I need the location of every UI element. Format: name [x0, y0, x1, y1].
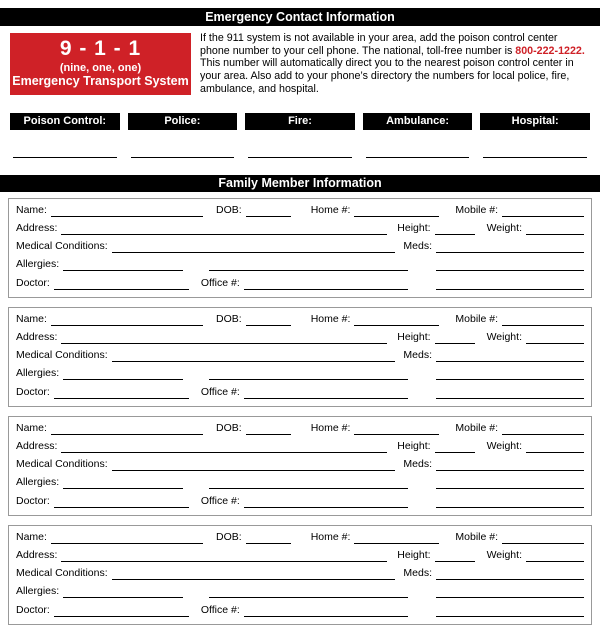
member-row-name [16, 422, 584, 435]
name-label: Name: [16, 421, 47, 434]
name-label: Name: [16, 530, 47, 543]
medical-conditions-label: Medical Conditions: [16, 567, 108, 580]
member-row-medical [16, 567, 584, 580]
section-title: Family Member Information [218, 175, 382, 190]
member-row-name [16, 531, 584, 544]
address-label: Address: [16, 330, 58, 343]
member-row-medical [16, 349, 584, 362]
height-field-line [435, 332, 475, 344]
address-field-line [61, 223, 387, 235]
home-phone-field-line [354, 205, 439, 217]
weight-field-line [526, 550, 584, 562]
dob-field-line [246, 532, 291, 544]
contact-col-ambulance [363, 113, 473, 158]
contact-col-poison-control [10, 113, 120, 158]
meds-label: Meds: [403, 240, 432, 253]
name-field-line [51, 205, 203, 217]
family-member-block [8, 525, 592, 625]
meds-field-line [436, 350, 584, 362]
office-phone-field-line [244, 387, 408, 399]
name-label: Name: [16, 203, 47, 216]
address-label: Address: [16, 439, 58, 452]
medical-conditions-label: Medical Conditions: [16, 349, 108, 362]
medical-conditions-field-line [112, 459, 396, 471]
member-row-medical [16, 458, 584, 471]
home-phone-field-line [354, 314, 439, 326]
mobile-phone-label: Mobile #: [455, 203, 498, 216]
intro-paragraph [200, 32, 590, 96]
name-field-line [51, 314, 203, 326]
doctor-field-line [54, 605, 189, 617]
medical-conditions-field-line [112, 241, 396, 253]
height-label: Height: [397, 439, 431, 452]
meds-continuation-line [436, 605, 584, 617]
member-row-doctor [16, 495, 584, 508]
ambulance-blank-line [366, 157, 470, 158]
meds-label: Meds: [403, 349, 432, 362]
mobile-phone-label: Mobile #: [455, 312, 498, 325]
allergies-continuation-line [209, 586, 408, 598]
emergency-contacts-row [10, 113, 590, 158]
office-phone-label: Office #: [200, 494, 240, 507]
office-phone-label: Office #: [200, 385, 240, 398]
office-phone-field-line [244, 605, 408, 617]
member-row-address [16, 440, 584, 453]
weight-label: Weight: [486, 221, 522, 234]
allergies-field-line [63, 586, 183, 598]
contact-col-fire [245, 113, 355, 158]
medical-conditions-label: Medical Conditions: [16, 240, 108, 253]
allergies-field-line [63, 477, 183, 489]
office-phone-field-line [244, 278, 408, 290]
fire-blank-line [248, 157, 352, 158]
member-row-address [16, 331, 584, 344]
member-row-doctor [16, 277, 584, 290]
mobile-phone-field-line [502, 532, 584, 544]
meds-continuation-line [436, 586, 584, 598]
hospital-blank-line [483, 157, 587, 158]
dob-field-line [246, 205, 291, 217]
home-phone-label: Home #: [310, 203, 351, 216]
allergies-label: Allergies: [16, 476, 60, 489]
meds-field-line [436, 568, 584, 580]
911-number: 9 - 1 - 1 [59, 37, 142, 60]
intro-text-before: If the 911 system is not available in your area, add the poison control center phone number to your cell phone. The national, toll-free number is [200, 32, 558, 57]
dob-label: DOB: [216, 312, 242, 325]
home-phone-field-line [354, 532, 439, 544]
member-row-doctor [16, 604, 584, 617]
office-phone-field-line [244, 496, 408, 508]
hospital-label: Hospital: [480, 113, 590, 130]
member-row-doctor [16, 386, 584, 399]
member-row-allergies [16, 476, 584, 489]
meds-field-line [436, 459, 584, 471]
office-phone-label: Office #: [200, 603, 240, 616]
member-row-medical [16, 240, 584, 253]
address-field-line [61, 332, 387, 344]
allergies-label: Allergies: [16, 367, 60, 380]
contact-col-hospital [480, 113, 590, 158]
weight-label: Weight: [486, 330, 522, 343]
dob-field-line [246, 314, 291, 326]
911-banner [10, 33, 191, 95]
911-system-name: Emergency Transport System [12, 74, 189, 88]
home-phone-label: Home #: [310, 530, 351, 543]
weight-field-line [526, 223, 584, 235]
address-field-line [61, 550, 387, 562]
section-title: Emergency Contact Information [205, 10, 395, 24]
member-row-allergies [16, 258, 584, 271]
dob-label: DOB: [216, 530, 242, 543]
doctor-field-line [54, 387, 189, 399]
weight-label: Weight: [486, 439, 522, 452]
medical-conditions-field-line [112, 568, 396, 580]
height-label: Height: [397, 221, 431, 234]
meds-label: Meds: [403, 458, 432, 471]
intro-text-after: This number will automatically direct you to the nearest poison control center in your area. Also add to your phone’s directory the numbers for local police, fire, ambulance, and hospital. [200, 57, 574, 95]
home-phone-field-line [354, 423, 439, 435]
member-row-address [16, 222, 584, 235]
mobile-phone-label: Mobile #: [455, 421, 498, 434]
allergies-continuation-line [209, 259, 408, 271]
height-label: Height: [397, 548, 431, 561]
allergies-label: Allergies: [16, 258, 60, 271]
doctor-field-line [54, 278, 189, 290]
weight-label: Weight: [486, 548, 522, 561]
dob-label: DOB: [216, 421, 242, 434]
member-row-name [16, 313, 584, 326]
doctor-field-line [54, 496, 189, 508]
fire-label: Fire: [245, 113, 355, 130]
mobile-phone-label: Mobile #: [455, 530, 498, 543]
police-label: Police: [128, 113, 238, 130]
meds-field-line [436, 241, 584, 253]
allergies-continuation-line [209, 477, 408, 489]
address-label: Address: [16, 221, 58, 234]
doctor-label: Doctor: [16, 603, 50, 616]
family-member-block [8, 307, 592, 407]
name-field-line [51, 423, 203, 435]
meds-continuation-line [436, 278, 584, 290]
height-field-line [435, 441, 475, 453]
member-row-allergies [16, 367, 584, 380]
address-field-line [61, 441, 387, 453]
address-label: Address: [16, 548, 58, 561]
police-blank-line [131, 157, 235, 158]
poison-control-phone-number: 800-222-1222. [515, 44, 585, 57]
contact-col-police [128, 113, 238, 158]
dob-field-line [246, 423, 291, 435]
doctor-label: Doctor: [16, 494, 50, 507]
home-phone-label: Home #: [310, 312, 351, 325]
family-member-block [8, 416, 592, 516]
meds-label: Meds: [403, 567, 432, 580]
allergies-label: Allergies: [16, 585, 60, 598]
meds-continuation-line [436, 496, 584, 508]
allergies-field-line [63, 368, 183, 380]
mobile-phone-field-line [502, 423, 584, 435]
weight-field-line [526, 332, 584, 344]
emergency-contact-form-page [0, 8, 600, 631]
member-row-allergies [16, 585, 584, 598]
meds-continuation-line [436, 368, 584, 380]
intro-section [10, 33, 590, 96]
weight-field-line [526, 441, 584, 453]
name-field-line [51, 532, 203, 544]
mobile-phone-field-line [502, 205, 584, 217]
ambulance-label: Ambulance: [363, 113, 473, 130]
section-header-family-member [0, 175, 600, 192]
home-phone-label: Home #: [310, 421, 351, 434]
name-label: Name: [16, 312, 47, 325]
member-row-address [16, 549, 584, 562]
medical-conditions-field-line [112, 350, 396, 362]
meds-continuation-line [436, 259, 584, 271]
dob-label: DOB: [216, 203, 242, 216]
doctor-label: Doctor: [16, 276, 50, 289]
allergies-continuation-line [209, 368, 408, 380]
height-label: Height: [397, 330, 431, 343]
poison-control-label: Poison Control: [10, 113, 120, 130]
height-field-line [435, 223, 475, 235]
member-row-name [16, 204, 584, 217]
medical-conditions-label: Medical Conditions: [16, 458, 108, 471]
poison-control-blank-line [13, 157, 117, 158]
911-pronunciation: (nine, one, one) [59, 62, 142, 74]
mobile-phone-field-line [502, 314, 584, 326]
office-phone-label: Office #: [200, 276, 240, 289]
allergies-field-line [63, 259, 183, 271]
doctor-label: Doctor: [16, 385, 50, 398]
height-field-line [435, 550, 475, 562]
meds-continuation-line [436, 387, 584, 399]
family-member-blocks [0, 198, 600, 625]
section-header-emergency-contact [0, 8, 600, 26]
meds-continuation-line [436, 477, 584, 489]
family-member-block [8, 198, 592, 298]
